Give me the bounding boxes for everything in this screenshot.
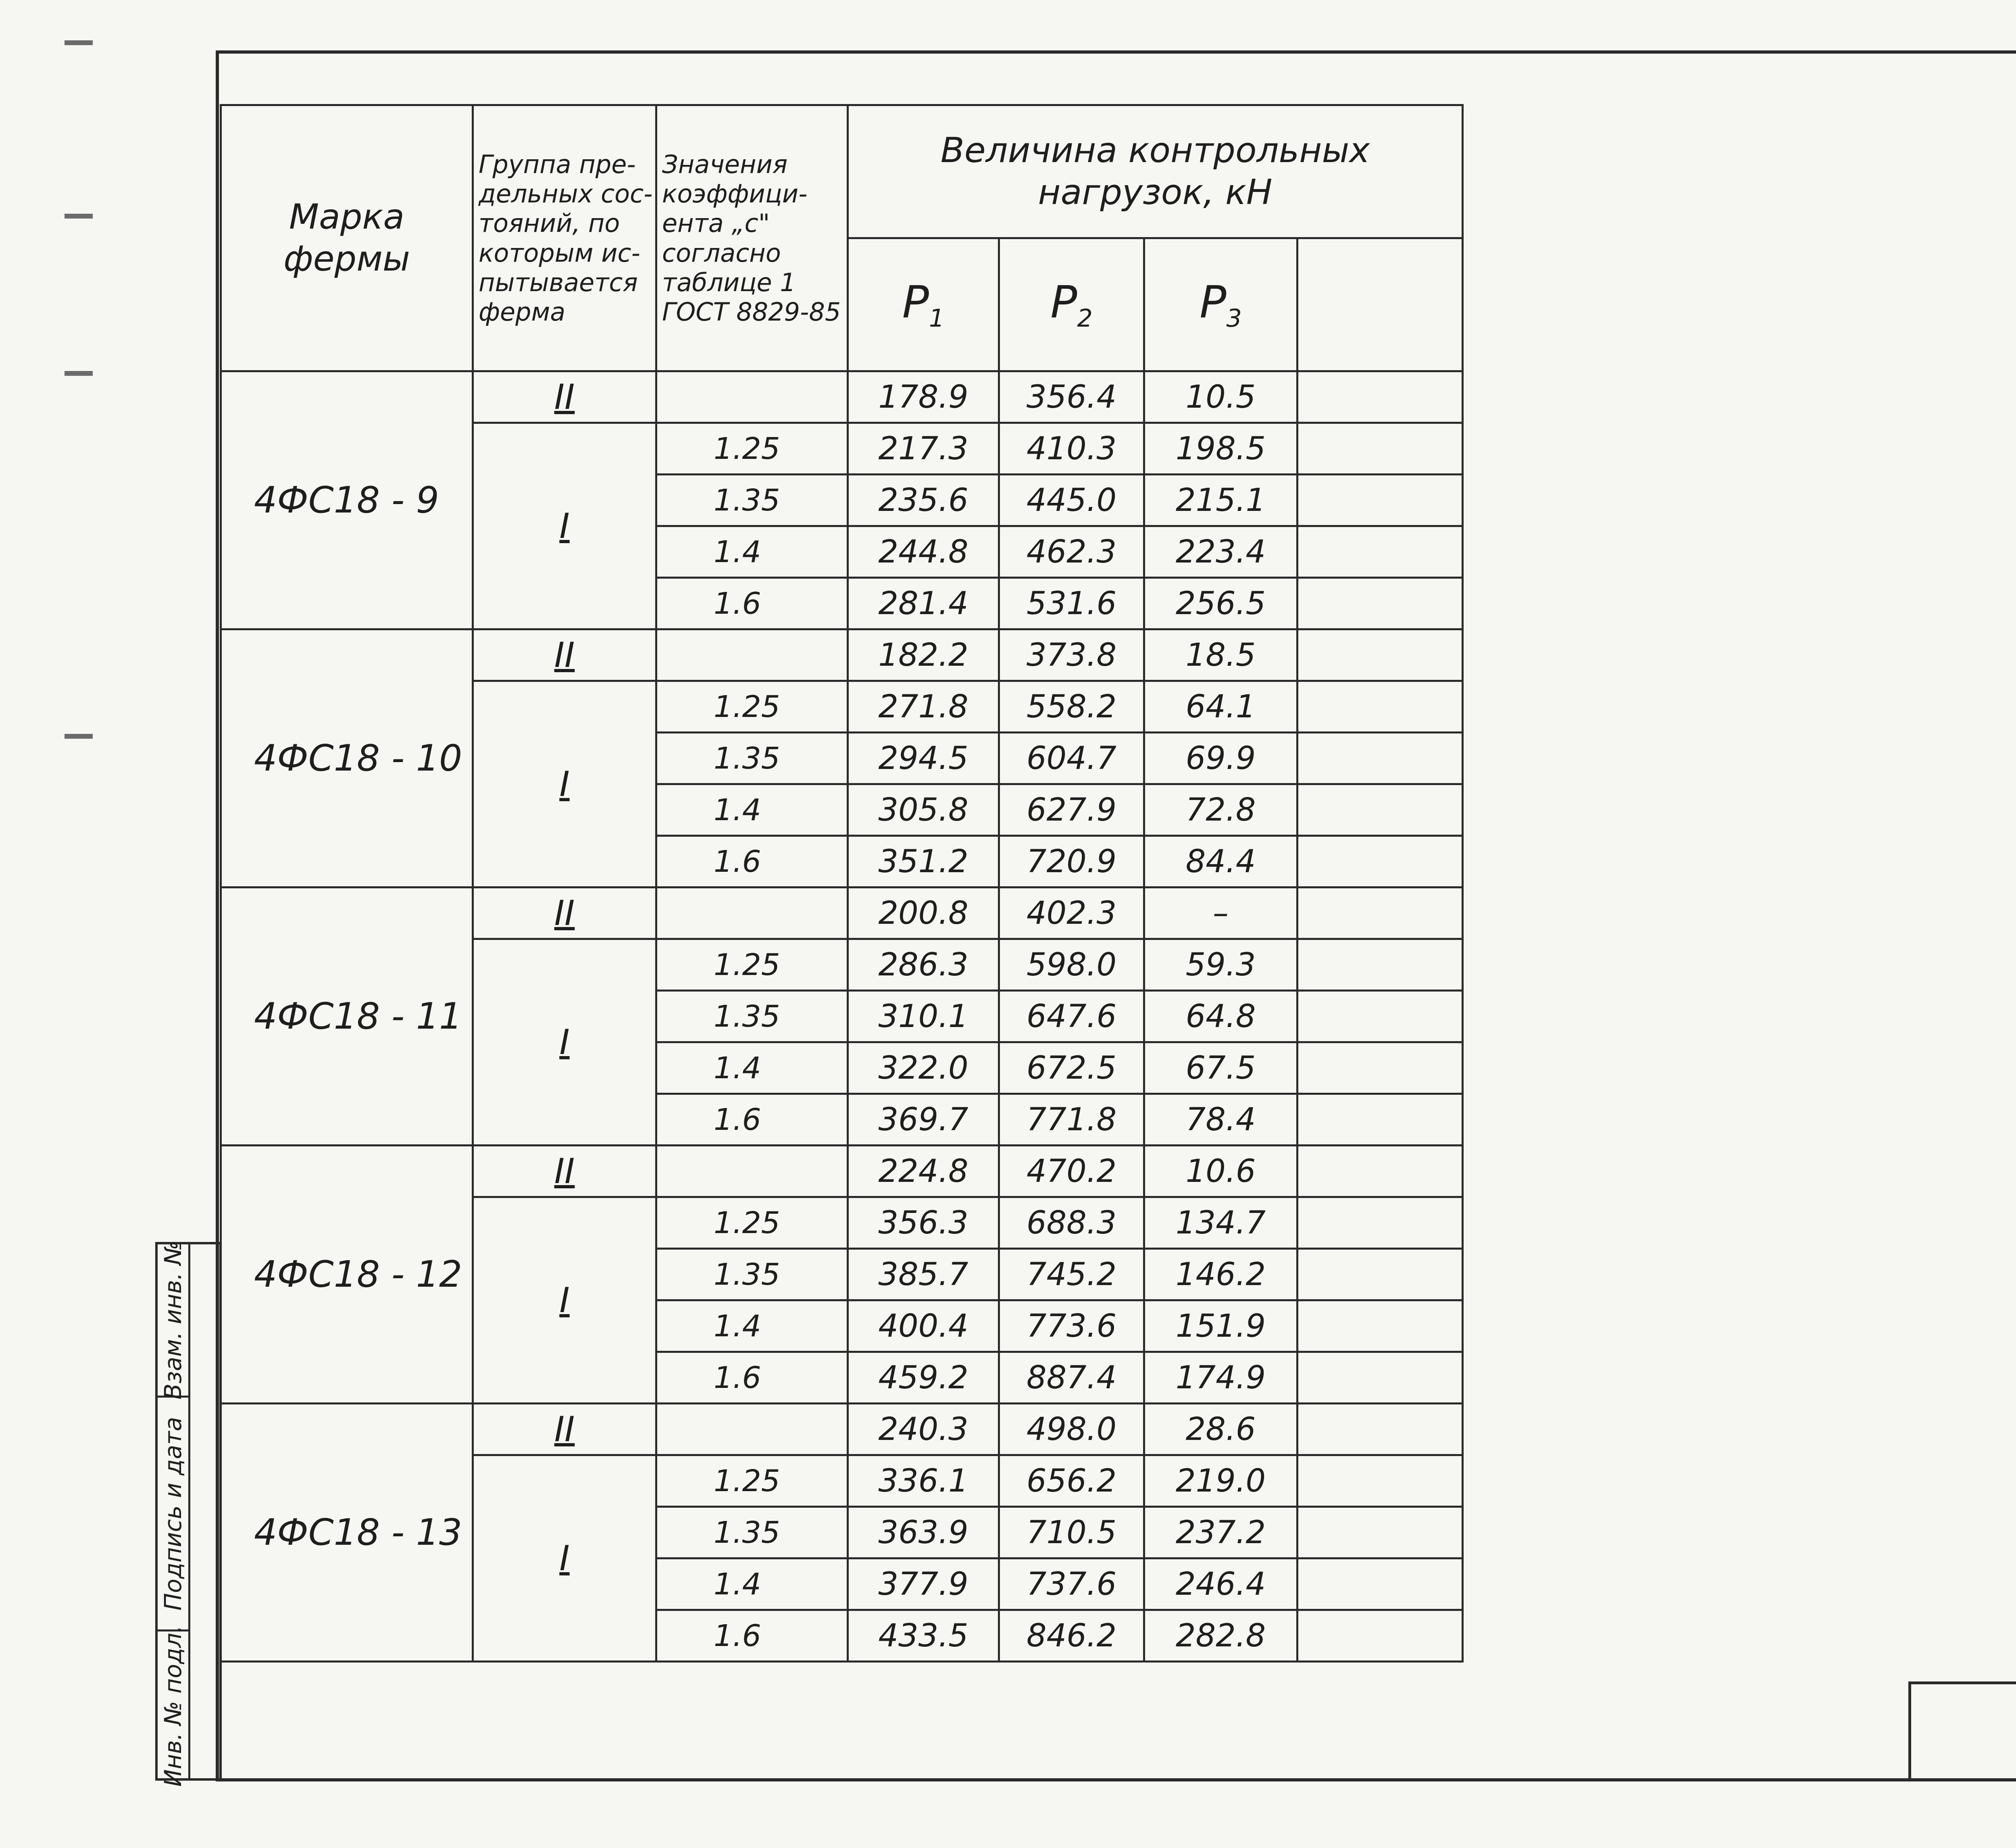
- p1-cell: 459.2: [848, 1352, 999, 1404]
- coefficient-cell: 1.4: [656, 1042, 848, 1094]
- header-empty: [1297, 238, 1463, 371]
- header-group: Группа пре-дельных сос-тояний, по которым ис-пытывается ферма: [473, 105, 656, 371]
- empty-cell: [1297, 784, 1463, 836]
- p2-cell: 445.0: [999, 475, 1144, 526]
- limit-state-group: II: [473, 371, 656, 423]
- p2-cell: 627.9: [999, 784, 1144, 836]
- p3-cell: 67.5: [1144, 1042, 1297, 1094]
- p3-cell: 215.1: [1144, 475, 1297, 526]
- empty-cell: [1297, 836, 1463, 888]
- empty-cell: [1297, 526, 1463, 578]
- empty-cell: [1297, 423, 1463, 475]
- header-mark: Марка фермы: [221, 105, 473, 371]
- p2-cell: 672.5: [999, 1042, 1144, 1094]
- p3-cell: 151.9: [1144, 1300, 1297, 1352]
- coefficient-cell: 1.4: [656, 784, 848, 836]
- control-loads-table: [220, 104, 1464, 1663]
- p1-cell: 294.5: [848, 733, 999, 784]
- p2-cell: 846.2: [999, 1610, 1144, 1662]
- p2-cell: 356.4: [999, 371, 1144, 423]
- empty-cell: [1297, 371, 1463, 423]
- header-p2: $P_2$: [999, 238, 1144, 371]
- inv-no-label: Инв. № подл.: [159, 1625, 187, 1787]
- p1-cell: 356.3: [848, 1197, 999, 1249]
- p3-cell: 219.0: [1144, 1455, 1297, 1507]
- table-row: [221, 371, 1463, 423]
- p1-cell: 235.6: [848, 475, 999, 526]
- coefficient-cell: 1.25: [656, 1455, 848, 1507]
- coefficient-cell: 1.4: [656, 1558, 848, 1610]
- p2-cell: 604.7: [999, 733, 1144, 784]
- empty-cell: [1297, 1404, 1463, 1455]
- p1-cell: 433.5: [848, 1610, 999, 1662]
- p3-cell: 69.9: [1144, 733, 1297, 784]
- coefficient-cell: [656, 1146, 848, 1197]
- empty-cell: [1297, 1146, 1463, 1197]
- p2-cell: 462.3: [999, 526, 1144, 578]
- p1-cell: 224.8: [848, 1146, 999, 1197]
- empty-cell: [1297, 991, 1463, 1042]
- p1-cell: 286.3: [848, 939, 999, 991]
- coefficient-cell: 1.25: [656, 681, 848, 733]
- coefficient-cell: 1.25: [656, 423, 848, 475]
- empty-cell: [1297, 1042, 1463, 1094]
- p3-cell: 64.1: [1144, 681, 1297, 733]
- p2-cell: 737.6: [999, 1558, 1144, 1610]
- p2-cell: 531.6: [999, 578, 1144, 629]
- coefficient-cell: 1.6: [656, 1352, 848, 1404]
- p3-cell: –: [1144, 888, 1297, 939]
- p2-cell: 373.8: [999, 629, 1144, 681]
- p1-cell: 182.2: [848, 629, 999, 681]
- coefficient-cell: [656, 888, 848, 939]
- header-loads-title: Величина контрольных нагрузок, кН: [848, 105, 1463, 238]
- truss-mark: 4ФС18 - 11: [221, 888, 473, 1146]
- table-row: [221, 1146, 1463, 1197]
- p3-cell: 18.5: [1144, 629, 1297, 681]
- coefficient-cell: 1.25: [656, 939, 848, 991]
- coefficient-cell: 1.35: [656, 1507, 848, 1558]
- coefficient-cell: 1.6: [656, 1610, 848, 1662]
- coefficient-cell: 1.6: [656, 1094, 848, 1146]
- coefficient-cell: [656, 629, 848, 681]
- p2-cell: 498.0: [999, 1404, 1144, 1455]
- p2-cell: 647.6: [999, 991, 1144, 1042]
- p2-cell: 720.9: [999, 836, 1144, 888]
- truss-mark: 4ФС18 - 13: [221, 1404, 473, 1662]
- p1-cell: 217.3: [848, 423, 999, 475]
- p2-cell: 410.3: [999, 423, 1144, 475]
- p3-cell: 237.2: [1144, 1507, 1297, 1558]
- empty-cell: [1297, 629, 1463, 681]
- p3-cell: 59.3: [1144, 939, 1297, 991]
- p2-cell: 656.2: [999, 1455, 1144, 1507]
- p2-cell: 598.0: [999, 939, 1144, 991]
- margin-tick: [65, 734, 93, 739]
- p3-cell: 282.8: [1144, 1610, 1297, 1662]
- empty-cell: [1297, 939, 1463, 991]
- p1-cell: 363.9: [848, 1507, 999, 1558]
- p2-cell: 771.8: [999, 1094, 1144, 1146]
- p3-cell: 146.2: [1144, 1249, 1297, 1300]
- table-row: [221, 1404, 1463, 1455]
- p3-cell: 28.6: [1144, 1404, 1297, 1455]
- header-p1: $P_1$: [848, 238, 999, 371]
- title-stamp: [1908, 1681, 2016, 1781]
- p3-cell: 246.4: [1144, 1558, 1297, 1610]
- replace-inv-label: Взам. инв. №: [158, 1244, 188, 1398]
- p2-cell: 558.2: [999, 681, 1144, 733]
- p3-cell: 10.5: [1144, 371, 1297, 423]
- p3-cell: 10.6: [1144, 1146, 1297, 1197]
- limit-state-group: I: [473, 1455, 656, 1662]
- p2-cell: 710.5: [999, 1507, 1144, 1558]
- p2-cell: 773.6: [999, 1300, 1144, 1352]
- limit-state-group: I: [473, 939, 656, 1146]
- coefficient-cell: 1.35: [656, 733, 848, 784]
- p1-cell: 310.1: [848, 991, 999, 1042]
- table-body: [221, 371, 1463, 1662]
- p3-cell: 256.5: [1144, 578, 1297, 629]
- empty-cell: [1297, 733, 1463, 784]
- table-row: [221, 888, 1463, 939]
- limit-state-group: II: [473, 629, 656, 681]
- p1-cell: 200.8: [848, 888, 999, 939]
- p3-cell: 198.5: [1144, 423, 1297, 475]
- p2-cell: 745.2: [999, 1249, 1144, 1300]
- empty-cell: [1297, 1094, 1463, 1146]
- margin-tick: [65, 214, 93, 219]
- coefficient-cell: 1.6: [656, 578, 848, 629]
- empty-cell: [1297, 1610, 1463, 1662]
- p3-cell: 134.7: [1144, 1197, 1297, 1249]
- table-row: [221, 629, 1463, 681]
- empty-cell: [1297, 475, 1463, 526]
- empty-cell: [1297, 1558, 1463, 1610]
- margin-tick: [65, 371, 93, 376]
- p1-cell: 271.8: [848, 681, 999, 733]
- coefficient-cell: 1.4: [656, 526, 848, 578]
- p2-cell: 470.2: [999, 1146, 1144, 1197]
- empty-cell: [1297, 578, 1463, 629]
- limit-state-group: II: [473, 1404, 656, 1455]
- document-code: [1911, 1684, 2016, 1781]
- empty-cell: [1297, 888, 1463, 939]
- empty-cell: [1297, 1507, 1463, 1558]
- p1-cell: 369.7: [848, 1094, 999, 1146]
- p1-cell: 377.9: [848, 1558, 999, 1610]
- p1-cell: 178.9: [848, 371, 999, 423]
- truss-mark: 4ФС18 - 12: [221, 1146, 473, 1404]
- p3-cell: 84.4: [1144, 836, 1297, 888]
- header-coefficient: Значения коэффици-ента „c" согласно таблице 1 ГОСТ 8829-85: [656, 105, 848, 371]
- empty-cell: [1297, 1197, 1463, 1249]
- p2-cell: 688.3: [999, 1197, 1144, 1249]
- empty-cell: [1297, 1300, 1463, 1352]
- p2-cell: 402.3: [999, 888, 1144, 939]
- limit-state-group: I: [473, 1197, 656, 1404]
- empty-cell: [1297, 1352, 1463, 1404]
- coefficient-cell: 1.4: [656, 1300, 848, 1352]
- coefficient-cell: 1.35: [656, 475, 848, 526]
- p1-cell: 400.4: [848, 1300, 999, 1352]
- limit-state-group: I: [473, 423, 656, 629]
- p1-cell: 281.4: [848, 578, 999, 629]
- p3-cell: 78.4: [1144, 1094, 1297, 1146]
- p1-cell: 385.7: [848, 1249, 999, 1300]
- binding-strip: [155, 1240, 222, 1787]
- p3-cell: 72.8: [1144, 784, 1297, 836]
- truss-mark: 4ФС18 - 10: [221, 629, 473, 888]
- coefficient-cell: 1.6: [656, 836, 848, 888]
- empty-cell: [1297, 1455, 1463, 1507]
- limit-state-group: II: [473, 888, 656, 939]
- p1-cell: 322.0: [848, 1042, 999, 1094]
- p3-cell: 223.4: [1144, 526, 1297, 578]
- p3-cell: 174.9: [1144, 1352, 1297, 1404]
- coefficient-cell: 1.25: [656, 1197, 848, 1249]
- sign-date-label: Подпись и дата: [158, 1398, 188, 1631]
- empty-cell: [1297, 681, 1463, 733]
- coefficient-cell: [656, 371, 848, 423]
- p1-cell: 244.8: [848, 526, 999, 578]
- coefficient-cell: 1.35: [656, 991, 848, 1042]
- truss-mark: 4ФС18 - 9: [221, 371, 473, 629]
- header-p3: $P_3$: [1144, 238, 1297, 371]
- empty-cell: [1297, 1249, 1463, 1300]
- p1-cell: 336.1: [848, 1455, 999, 1507]
- coefficient-cell: 1.35: [656, 1249, 848, 1300]
- limit-state-group: I: [473, 681, 656, 888]
- limit-state-group: II: [473, 1146, 656, 1197]
- p3-cell: 64.8: [1144, 991, 1297, 1042]
- p1-cell: 240.3: [848, 1404, 999, 1455]
- margin-tick: [65, 40, 93, 45]
- p1-cell: 305.8: [848, 784, 999, 836]
- p2-cell: 887.4: [999, 1352, 1144, 1404]
- p1-cell: 351.2: [848, 836, 999, 888]
- coefficient-cell: [656, 1404, 848, 1455]
